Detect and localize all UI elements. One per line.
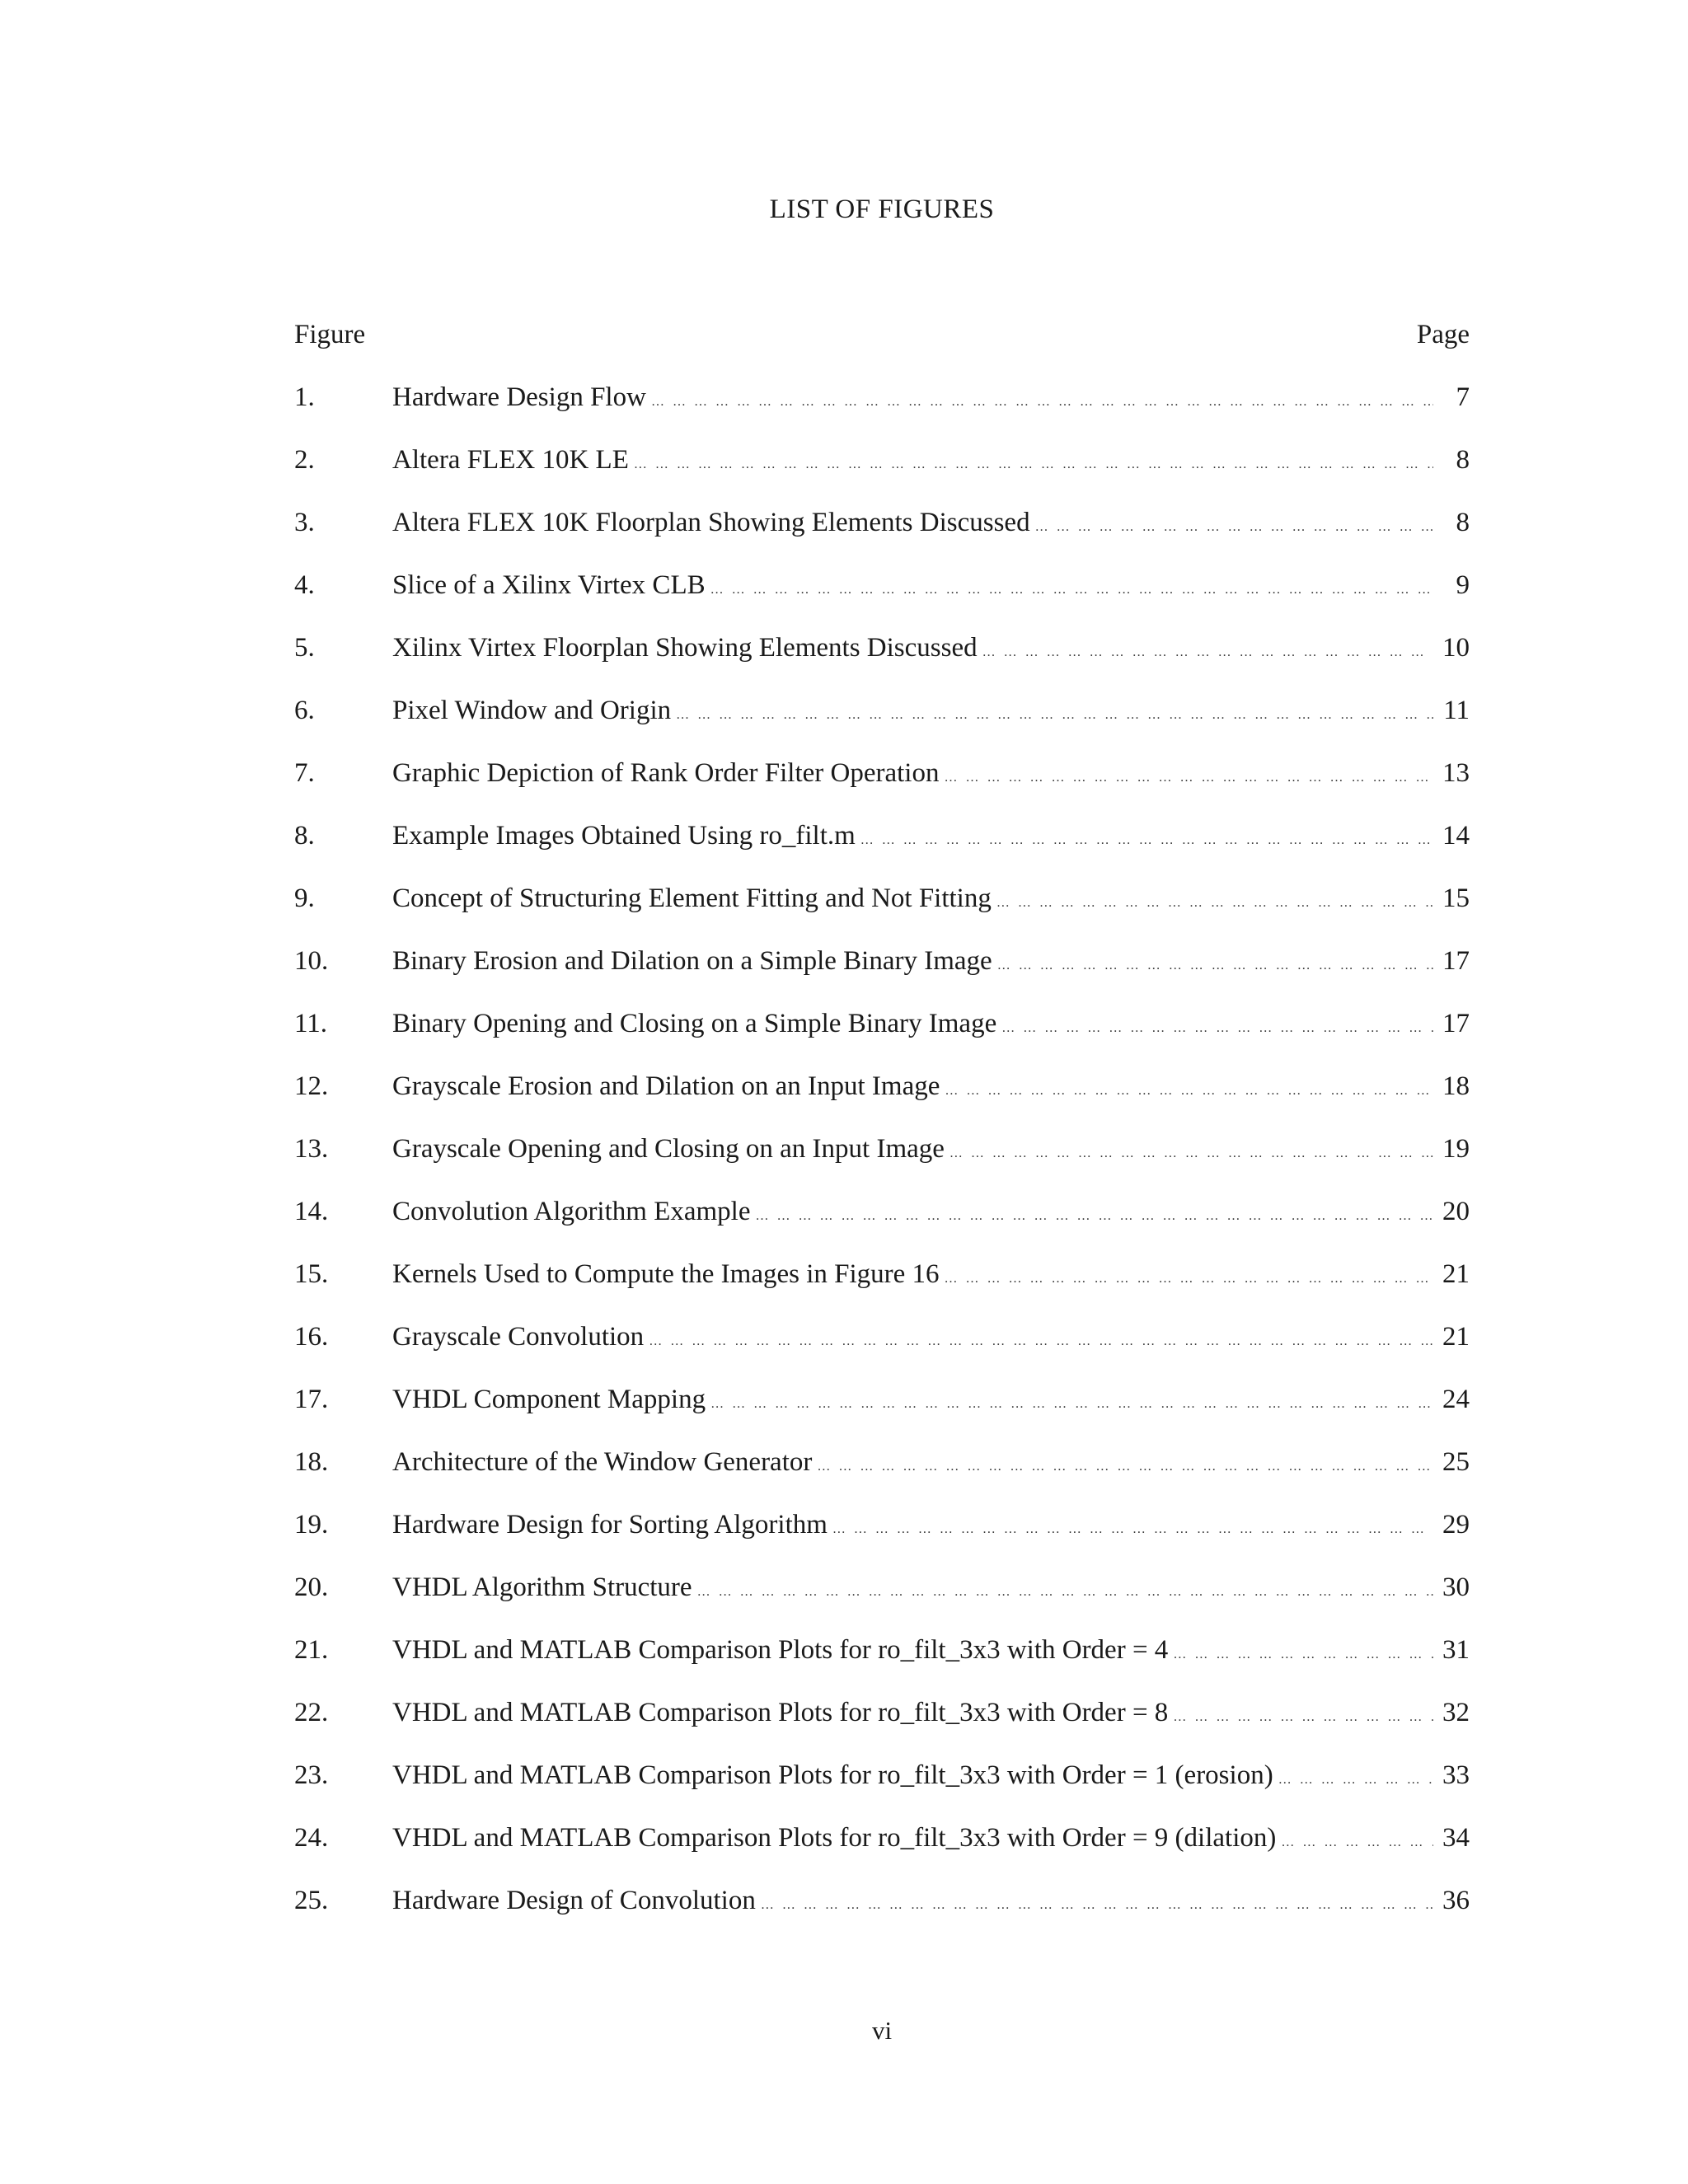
figure-title: Example Images Obtained Using ro_filt.m [392,821,856,851]
figure-page-number: 21 [1442,1322,1470,1352]
figure-number: 3. [294,508,315,537]
figure-number: 19. [294,1510,329,1540]
figure-number: 20. [294,1572,329,1602]
figure-page-number: 15 [1442,883,1470,913]
figure-number: 11. [294,1009,328,1038]
figure-number: 13. [294,1134,329,1164]
figure-entry[interactable] [294,1320,1470,1383]
figure-entry[interactable] [294,694,1470,757]
figure-page-number: 32 [1442,1698,1470,1727]
figure-page-number: 33 [1442,1760,1470,1790]
figure-page-number: 24 [1442,1385,1470,1414]
dot-leader [860,824,1433,857]
page-column-header: Page [1416,320,1470,349]
dot-leader [982,636,1433,669]
figure-page-number: 19 [1442,1134,1470,1164]
figure-entry[interactable] [294,1633,1470,1696]
figure-page-number: 8 [1456,445,1470,475]
figure-number: 24. [294,1823,329,1853]
figure-entry[interactable] [294,757,1470,819]
figure-number: 12. [294,1071,329,1101]
figure-number: 18. [294,1447,329,1477]
figure-page-number: 34 [1442,1823,1470,1853]
figure-list [294,381,1470,1947]
figure-number: 7. [294,758,315,788]
figure-entry[interactable] [294,1383,1470,1446]
figure-page-number: 8 [1456,508,1470,537]
figure-title: Concept of Structuring Element Fitting and Not Fitting [392,883,992,913]
figure-page-number: 9 [1456,570,1470,600]
dot-leader [950,1137,1433,1170]
figure-entry[interactable] [294,944,1470,1007]
page-title: LIST OF FIGURES [769,194,995,224]
figure-title: VHDL and MATLAB Comparison Plots for ro_filt_3x3 with Order = 4 [392,1635,1169,1665]
figure-page-number: 25 [1442,1447,1470,1477]
figure-page-number: 29 [1442,1510,1470,1540]
figure-entry[interactable] [294,1132,1470,1195]
figure-entry[interactable] [294,1759,1470,1821]
figure-number: 5. [294,633,315,663]
figure-title: VHDL Algorithm Structure [392,1572,692,1602]
figure-number: 8. [294,821,315,851]
figure-number: 17. [294,1385,329,1414]
figure-number: 9. [294,883,315,913]
figure-number: 1. [294,382,315,412]
figure-title: Slice of a Xilinx Virtex CLB [392,570,706,600]
dot-leader [945,1075,1433,1108]
figure-page-number: 18 [1442,1071,1470,1101]
dot-leader [761,1889,1433,1922]
figure-title: Convolution Algorithm Example [392,1197,751,1226]
figure-number: 14. [294,1197,329,1226]
figure-entry[interactable] [294,443,1470,506]
figure-entry[interactable] [294,1195,1470,1258]
dot-leader [710,574,1433,607]
figure-title: Hardware Design Flow [392,382,646,412]
figure-entry[interactable] [294,569,1470,631]
figure-page-number: 7 [1456,382,1470,412]
figure-title: VHDL and MATLAB Comparison Plots for ro_filt_3x3 with Order = 9 (dilation) [392,1823,1277,1853]
dot-leader [651,386,1433,419]
figure-entry[interactable] [294,631,1470,694]
dot-leader [697,1576,1433,1609]
figure-page-number: 13 [1442,758,1470,788]
figure-entry[interactable] [294,1446,1470,1508]
figure-entry[interactable] [294,506,1470,569]
figure-number: 6. [294,696,315,725]
figure-page-number: 31 [1442,1635,1470,1665]
figure-page-number: 17 [1442,946,1470,976]
dot-leader [996,887,1433,920]
figure-page-number: 17 [1442,1009,1470,1038]
dot-leader [649,1325,1433,1358]
figure-entry[interactable] [294,1696,1470,1759]
figure-number: 25. [294,1886,329,1915]
figure-title: Binary Opening and Closing on a Simple Binary Image [392,1009,997,1038]
figure-title: Hardware Design of Convolution [392,1886,756,1915]
figure-entry[interactable] [294,381,1470,443]
dot-leader [1278,1764,1433,1797]
figure-entry[interactable] [294,882,1470,944]
figure-title: Architecture of the Window Generator [392,1447,813,1477]
figure-title: VHDL and MATLAB Comparison Plots for ro_filt_3x3 with Order = 1 (erosion) [392,1760,1273,1790]
figure-entry[interactable] [294,1070,1470,1132]
figure-entry[interactable] [294,1571,1470,1633]
figure-page-number: 20 [1442,1197,1470,1226]
dot-leader [832,1513,1433,1546]
figure-title: Graphic Depiction of Rank Order Filter Operation [392,758,940,788]
figure-title: Grayscale Erosion and Dilation on an Input Image [392,1071,940,1101]
dot-leader [710,1388,1433,1421]
dot-leader [1281,1826,1433,1859]
figure-title: Grayscale Opening and Closing on an Input Image [392,1134,945,1164]
dot-leader [945,1263,1433,1296]
dot-leader [1035,511,1433,544]
figure-page-number: 14 [1442,821,1470,851]
figure-entry[interactable] [294,1884,1470,1947]
figure-title: VHDL and MATLAB Comparison Plots for ro_filt_3x3 with Order = 8 [392,1698,1169,1727]
figure-page-number: 11 [1443,696,1470,725]
figure-page-number: 10 [1442,633,1470,663]
dot-leader [817,1451,1433,1483]
dot-leader [1173,1638,1433,1671]
dot-leader [997,949,1433,982]
dot-leader [634,448,1433,481]
figure-title: Binary Erosion and Dilation on a Simple Binary Image [392,946,992,976]
figure-entry[interactable] [294,1508,1470,1571]
figure-entry[interactable] [294,1821,1470,1884]
figure-number: 10. [294,946,329,976]
dot-leader [676,699,1433,732]
figure-title: Hardware Design for Sorting Algorithm [392,1510,828,1540]
page-number: vi [871,2016,893,2045]
figure-entry[interactable] [294,1007,1470,1070]
figure-title: Pixel Window and Origin [392,696,672,725]
figure-entry[interactable] [294,1258,1470,1320]
figure-title: Kernels Used to Compute the Images in Figure 16 [392,1259,940,1289]
figure-title: VHDL Component Mapping [392,1385,706,1414]
figure-page-number: 21 [1442,1259,1470,1289]
figure-page-number: 30 [1442,1572,1470,1602]
dot-leader [755,1200,1433,1233]
figure-entry[interactable] [294,819,1470,882]
figure-number: 21. [294,1635,329,1665]
figure-title: Altera FLEX 10K Floorplan Showing Elements Discussed [392,508,1030,537]
figure-number: 22. [294,1698,329,1727]
dot-leader [1173,1701,1433,1734]
figure-title: Altera FLEX 10K LE [392,445,629,475]
figure-page-number: 36 [1442,1886,1470,1915]
dot-leader [1001,1012,1433,1045]
figure-number: 2. [294,445,315,475]
figure-number: 15. [294,1259,329,1289]
figure-column-header: Figure [294,320,366,349]
figure-number: 4. [294,570,315,600]
dot-leader [944,762,1433,794]
figure-number: 16. [294,1322,329,1352]
figure-number: 23. [294,1760,329,1790]
figure-title: Xilinx Virtex Floorplan Showing Elements Discussed [392,633,978,663]
figure-title: Grayscale Convolution [392,1322,645,1352]
